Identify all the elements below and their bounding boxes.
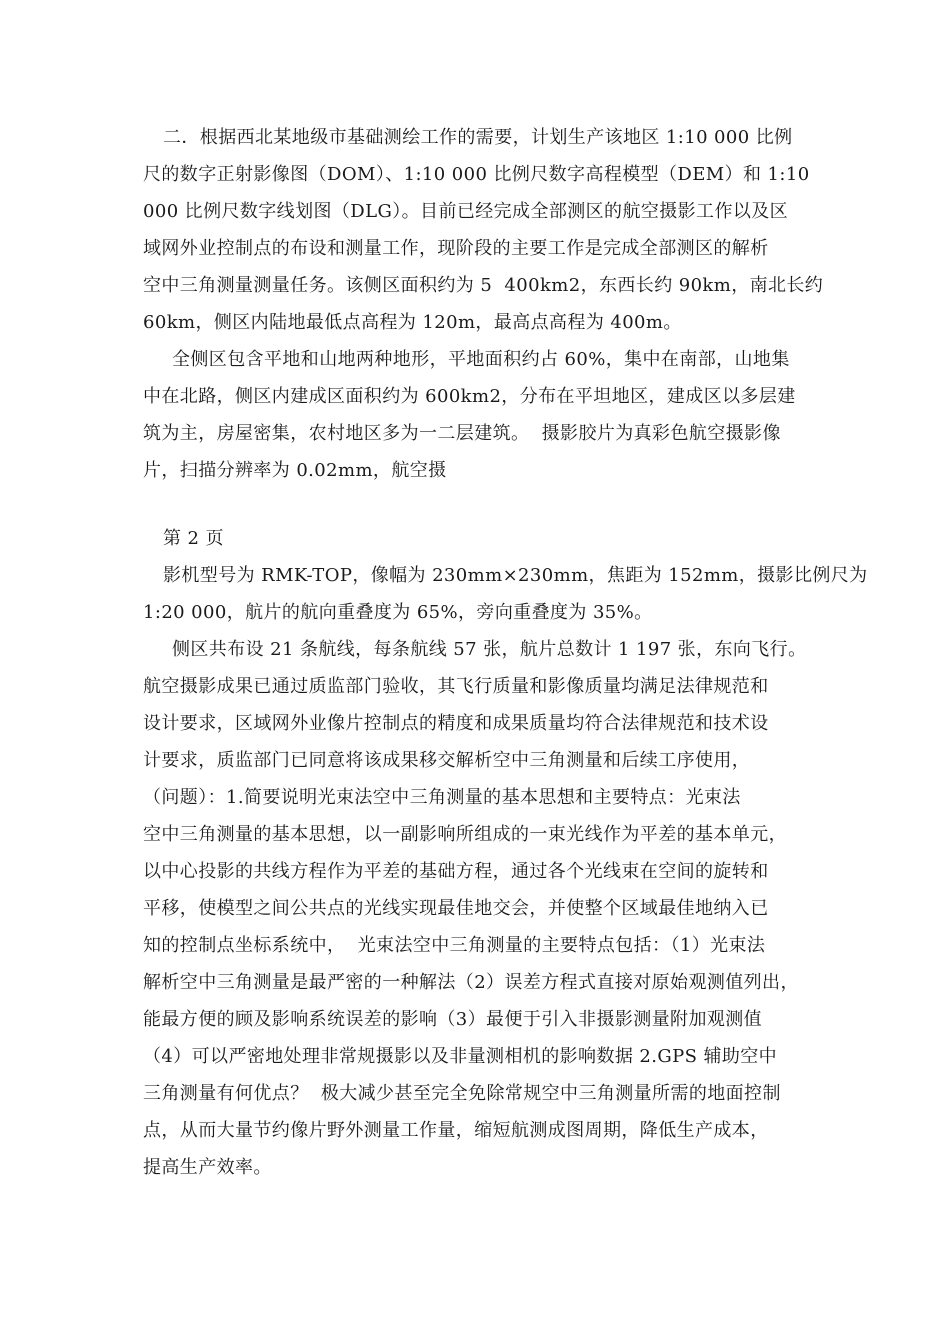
page-number: 第 2 页	[163, 528, 224, 549]
paragraph-line: 三角测量有何优点？ 极大减少甚至完全免除常规空中三角测量所需的地面控制	[143, 1083, 781, 1104]
paragraph-line: 解析空中三角测量是最严密的一种解法（2）误差方程式直接对原始观测值列出，	[143, 972, 799, 993]
paragraph-line: （问题）：1.简要说明光束法空中三角测量的基本思想和主要特点：光束法	[143, 787, 741, 808]
paragraph-line: 片，扫描分辨率为 0.02mm，航空摄	[143, 460, 447, 481]
paragraph-line: 知的控制点坐标系统中， 光束法空中三角测量的主要特点包括：（1）光束法	[143, 935, 766, 956]
paragraph-line: 空中三角测量测量任务。该侧区面积约为 5 400km2，东西长约 90km，南北长约	[143, 275, 824, 296]
paragraph-line: 全侧区包含平地和山地两种地形，平地面积约占 60%，集中在南部，山地集	[172, 349, 790, 370]
paragraph-line: 侧区共布设 21 条航线，每条航线 57 张，航片总数计 1 197 张，东向飞行。	[172, 639, 807, 660]
paragraph-line: 尺的数字正射影像图（DOM）、1:10 000 比例尺数字高程模型（DEM）和 1:10	[143, 164, 810, 185]
paragraph-line: 平移，使模型之间公共点的光线实现最佳地交会，并使整个区域最佳地纳入已	[143, 898, 769, 919]
paragraph-line: 点，从而大量节约像片野外测量工作量，缩短航测成图周期，降低生产成本，	[143, 1120, 769, 1141]
paragraph-line: 能最方便的顾及影响系统误差的影响（3）最便于引入非摄影测量附加观测值	[143, 1009, 763, 1030]
paragraph-line: 影机型号为 RMK-TOP，像幅为 230mm×230mm，焦距为 152mm，摄影比例尺为	[163, 565, 868, 586]
paragraph-line: 筑为主，房屋密集，农村地区多为一二层建筑。 摄影胶片为真彩色航空摄影像	[143, 423, 781, 444]
paragraph-line: 以中心投影的共线方程作为平差的基础方程，通过各个光线束在空间的旋转和	[143, 861, 769, 882]
paragraph-line: 域网外业控制点的布设和测量工作，现阶段的主要工作是完成全部测区的解析	[143, 238, 769, 259]
paragraph-line: 空中三角测量的基本思想，以一副影响所组成的一束光线作为平差的基本单元，	[143, 824, 787, 845]
paragraph-line: 计要求，质监部门已同意将该成果移交解析空中三角测量和后续工序使用，	[143, 750, 751, 771]
paragraph-line: 中在北路，侧区内建成区面积约为 600km2，分布在平坦地区，建成区以多层建	[143, 386, 796, 407]
paragraph-line: 1:20 000，航片的航向重叠度为 65%，旁向重叠度为 35%。	[143, 602, 653, 623]
paragraph-line: 000 比例尺数字线划图（DLG）。目前已经完成全部测区的航空摄影工作以及区	[143, 201, 789, 222]
paragraph-line: 设计要求，区域网外业像片控制点的精度和成果质量均符合法律规范和技术设	[143, 713, 769, 734]
paragraph-line: 提高生产效率。	[143, 1157, 272, 1178]
paragraph-line: 航空摄影成果已通过质监部门验收，其飞行质量和影像质量均满足法律规范和	[143, 676, 769, 697]
paragraph-line: （4）可以严密地处理非常规摄影以及非量测相机的影响数据 2.GPS 辅助空中	[143, 1046, 778, 1067]
paragraph-line: 二．根据西北某地级市基础测绘工作的需要，计划生产该地区 1:10 000 比例	[163, 127, 793, 148]
paragraph-line: 60km，侧区内陆地最低点高程为 120m，最高点高程为 400m。	[143, 312, 682, 333]
